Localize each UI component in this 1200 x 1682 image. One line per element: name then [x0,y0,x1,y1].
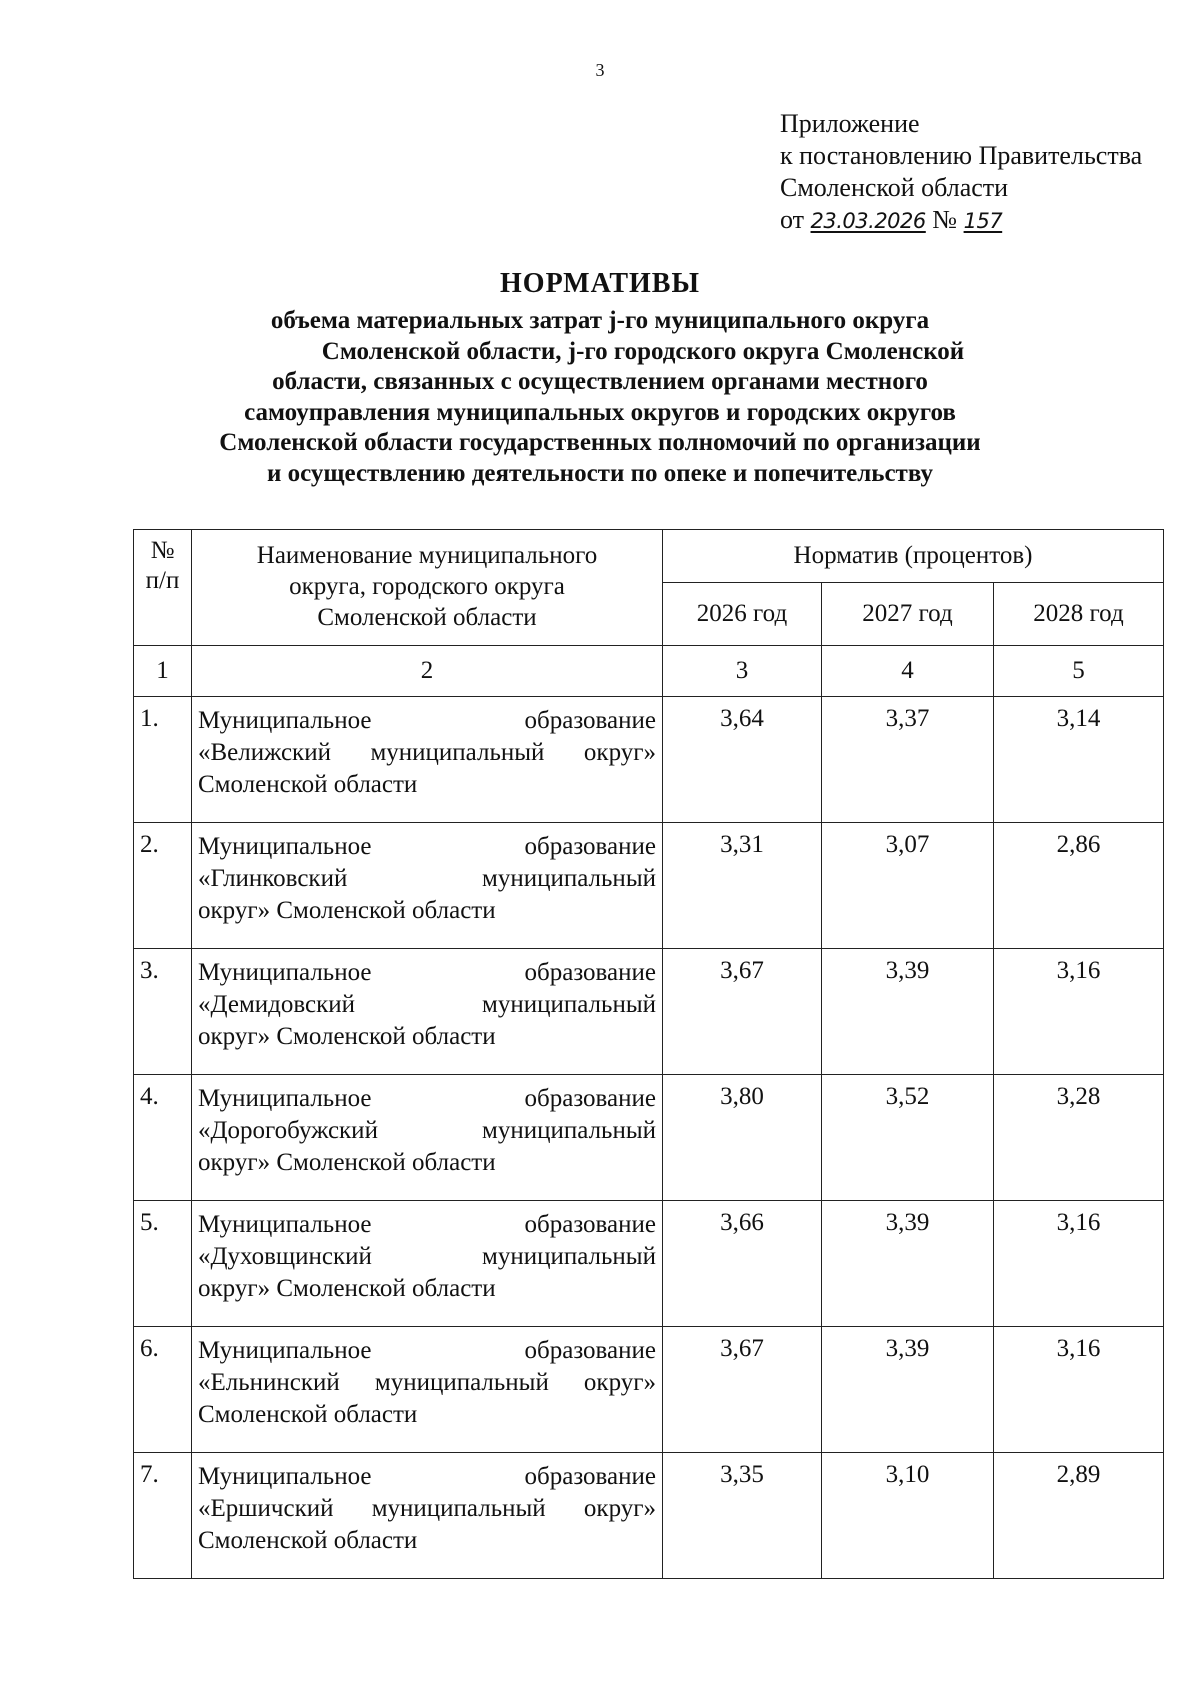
name-word: Муниципальное [198,959,372,986]
column-number: 4 [822,646,994,697]
value-2028: 2,86 [994,823,1164,949]
name-line: Смоленской области [198,771,418,798]
value-2026: 3,35 [663,1453,822,1579]
row-number: 7. [134,1453,192,1579]
name-line: округ» Смоленской области [198,897,496,924]
value-2028: 3,16 [994,1327,1164,1453]
name-line: «Глинковский муниципальный [198,865,656,892]
page-number: 3 [595,60,605,80]
column-number: 2 [192,646,663,697]
appendix-block [780,108,1142,237]
value-2027: 3,52 [822,1075,994,1201]
header-number [134,530,192,646]
name-line: округ» Смоленской области [198,1275,496,1302]
value-2028: 3,16 [994,949,1164,1075]
name-word: Муниципальное [198,1463,372,1490]
column-number: 5 [994,646,1164,697]
header-year-2026: 2026 год [663,583,822,646]
name-word: образование [524,959,656,986]
table-row [134,1201,1164,1327]
name-word: Муниципальное [198,833,372,860]
name-word: Муниципальное [198,1085,372,1112]
name-line: округ» Смоленской области [198,1149,496,1176]
name-line: «Дорогобужский муниципальный [198,1117,656,1144]
appendix-region: Смоленской области [780,173,1009,202]
name-word: образование [524,1211,656,1238]
header-name-line: Наименование муниципального [256,542,598,569]
subtitle-line: области, связанных с осуществлением органами местного [272,368,928,395]
header-norm: Норматив (процентов) [663,530,1164,583]
header-name-line: округа, городского округа [289,573,565,600]
value-2026: 3,67 [663,1327,822,1453]
value-2026: 3,80 [663,1075,822,1201]
document-title: НОРМАТИВЫ [500,268,700,299]
subtitle-line: Смоленской области государственных полномочий по организации [219,429,981,456]
name-line: «Ершичский муниципальный округ» [198,1495,656,1522]
name-word: Муниципальное [198,1337,372,1364]
subtitle-line: самоуправления муниципальных округов и городских округов [244,398,956,426]
subtitle-line: Смоленской области, j-го городского округа Смоленской [321,337,965,365]
value-2028: 3,28 [994,1075,1164,1201]
value-2027: 3,07 [822,823,994,949]
header-number-abbr: п/п [145,567,180,594]
value-2026: 3,31 [663,823,822,949]
table-row [134,1453,1164,1579]
municipality-name [192,823,663,949]
name-word: образование [524,1085,656,1112]
appendix-date-line [780,204,1142,237]
table-row [134,1327,1164,1453]
appendix-title: Приложение [780,109,920,138]
value-2026: 3,66 [663,1201,822,1327]
name-word: Муниципальное [198,1211,372,1238]
row-number: 4. [134,1075,192,1201]
header-name-line: Смоленской области [317,604,537,631]
name-word: Муниципальное [198,707,372,734]
row-number: 3. [134,949,192,1075]
municipality-name [192,697,663,823]
header-name [192,530,663,646]
table-row [134,1075,1164,1201]
header-year-2028: 2028 год [994,583,1164,646]
row-number: 6. [134,1327,192,1453]
norms-table [133,529,1164,1579]
table-row [134,823,1164,949]
municipality-name [192,1327,663,1453]
name-word: образование [524,1337,656,1364]
value-2028: 3,16 [994,1201,1164,1327]
municipality-name [192,1075,663,1201]
handwritten-number: 157 [963,209,1003,233]
header-number-sign: № [150,537,175,564]
name-line: «Ельнинский муниципальный округ» [198,1369,656,1396]
column-number: 3 [663,646,822,697]
name-word: образование [524,1463,656,1490]
name-line: «Духовщинский муниципальный [198,1243,656,1270]
table-row [134,949,1164,1075]
name-word: образование [524,833,656,860]
number-sign: № [932,205,958,234]
value-2027: 3,10 [822,1453,994,1579]
subtitle-line: объема материальных затрат j-го муниципального округа [270,307,930,334]
name-line: Смоленской области [198,1527,418,1554]
municipality-name [192,1453,663,1579]
name-line: округ» Смоленской области [198,1023,496,1050]
handwritten-date: 23.03.2026 [810,209,926,233]
name-line: «Демидовский муниципальный [198,991,656,1018]
value-2028: 2,89 [994,1453,1164,1579]
column-numbers-row [134,646,1164,697]
name-word: образование [524,707,656,734]
municipality-name [192,1201,663,1327]
row-number: 1. [134,697,192,823]
header-year-2027: 2027 год [822,583,994,646]
value-2027: 3,37 [822,697,994,823]
table-row [134,697,1164,823]
row-number: 2. [134,823,192,949]
value-2026: 3,64 [663,697,822,823]
document-subtitle [0,306,1200,489]
row-number: 5. [134,1201,192,1327]
name-line: Смоленской области [198,1401,418,1428]
municipality-name [192,949,663,1075]
column-number: 1 [134,646,192,697]
appendix-resolution: к постановлению Правительства [780,141,1143,170]
value-2027: 3,39 [822,949,994,1075]
subtitle-line: и осуществлению деятельности по опеке и попечительству [267,459,933,487]
name-line: «Велижский муниципальный округ» [198,739,656,766]
value-2027: 3,39 [822,1327,994,1453]
value-2028: 3,14 [994,697,1164,823]
value-2027: 3,39 [822,1201,994,1327]
value-2026: 3,67 [663,949,822,1075]
date-prefix: от [780,205,805,234]
